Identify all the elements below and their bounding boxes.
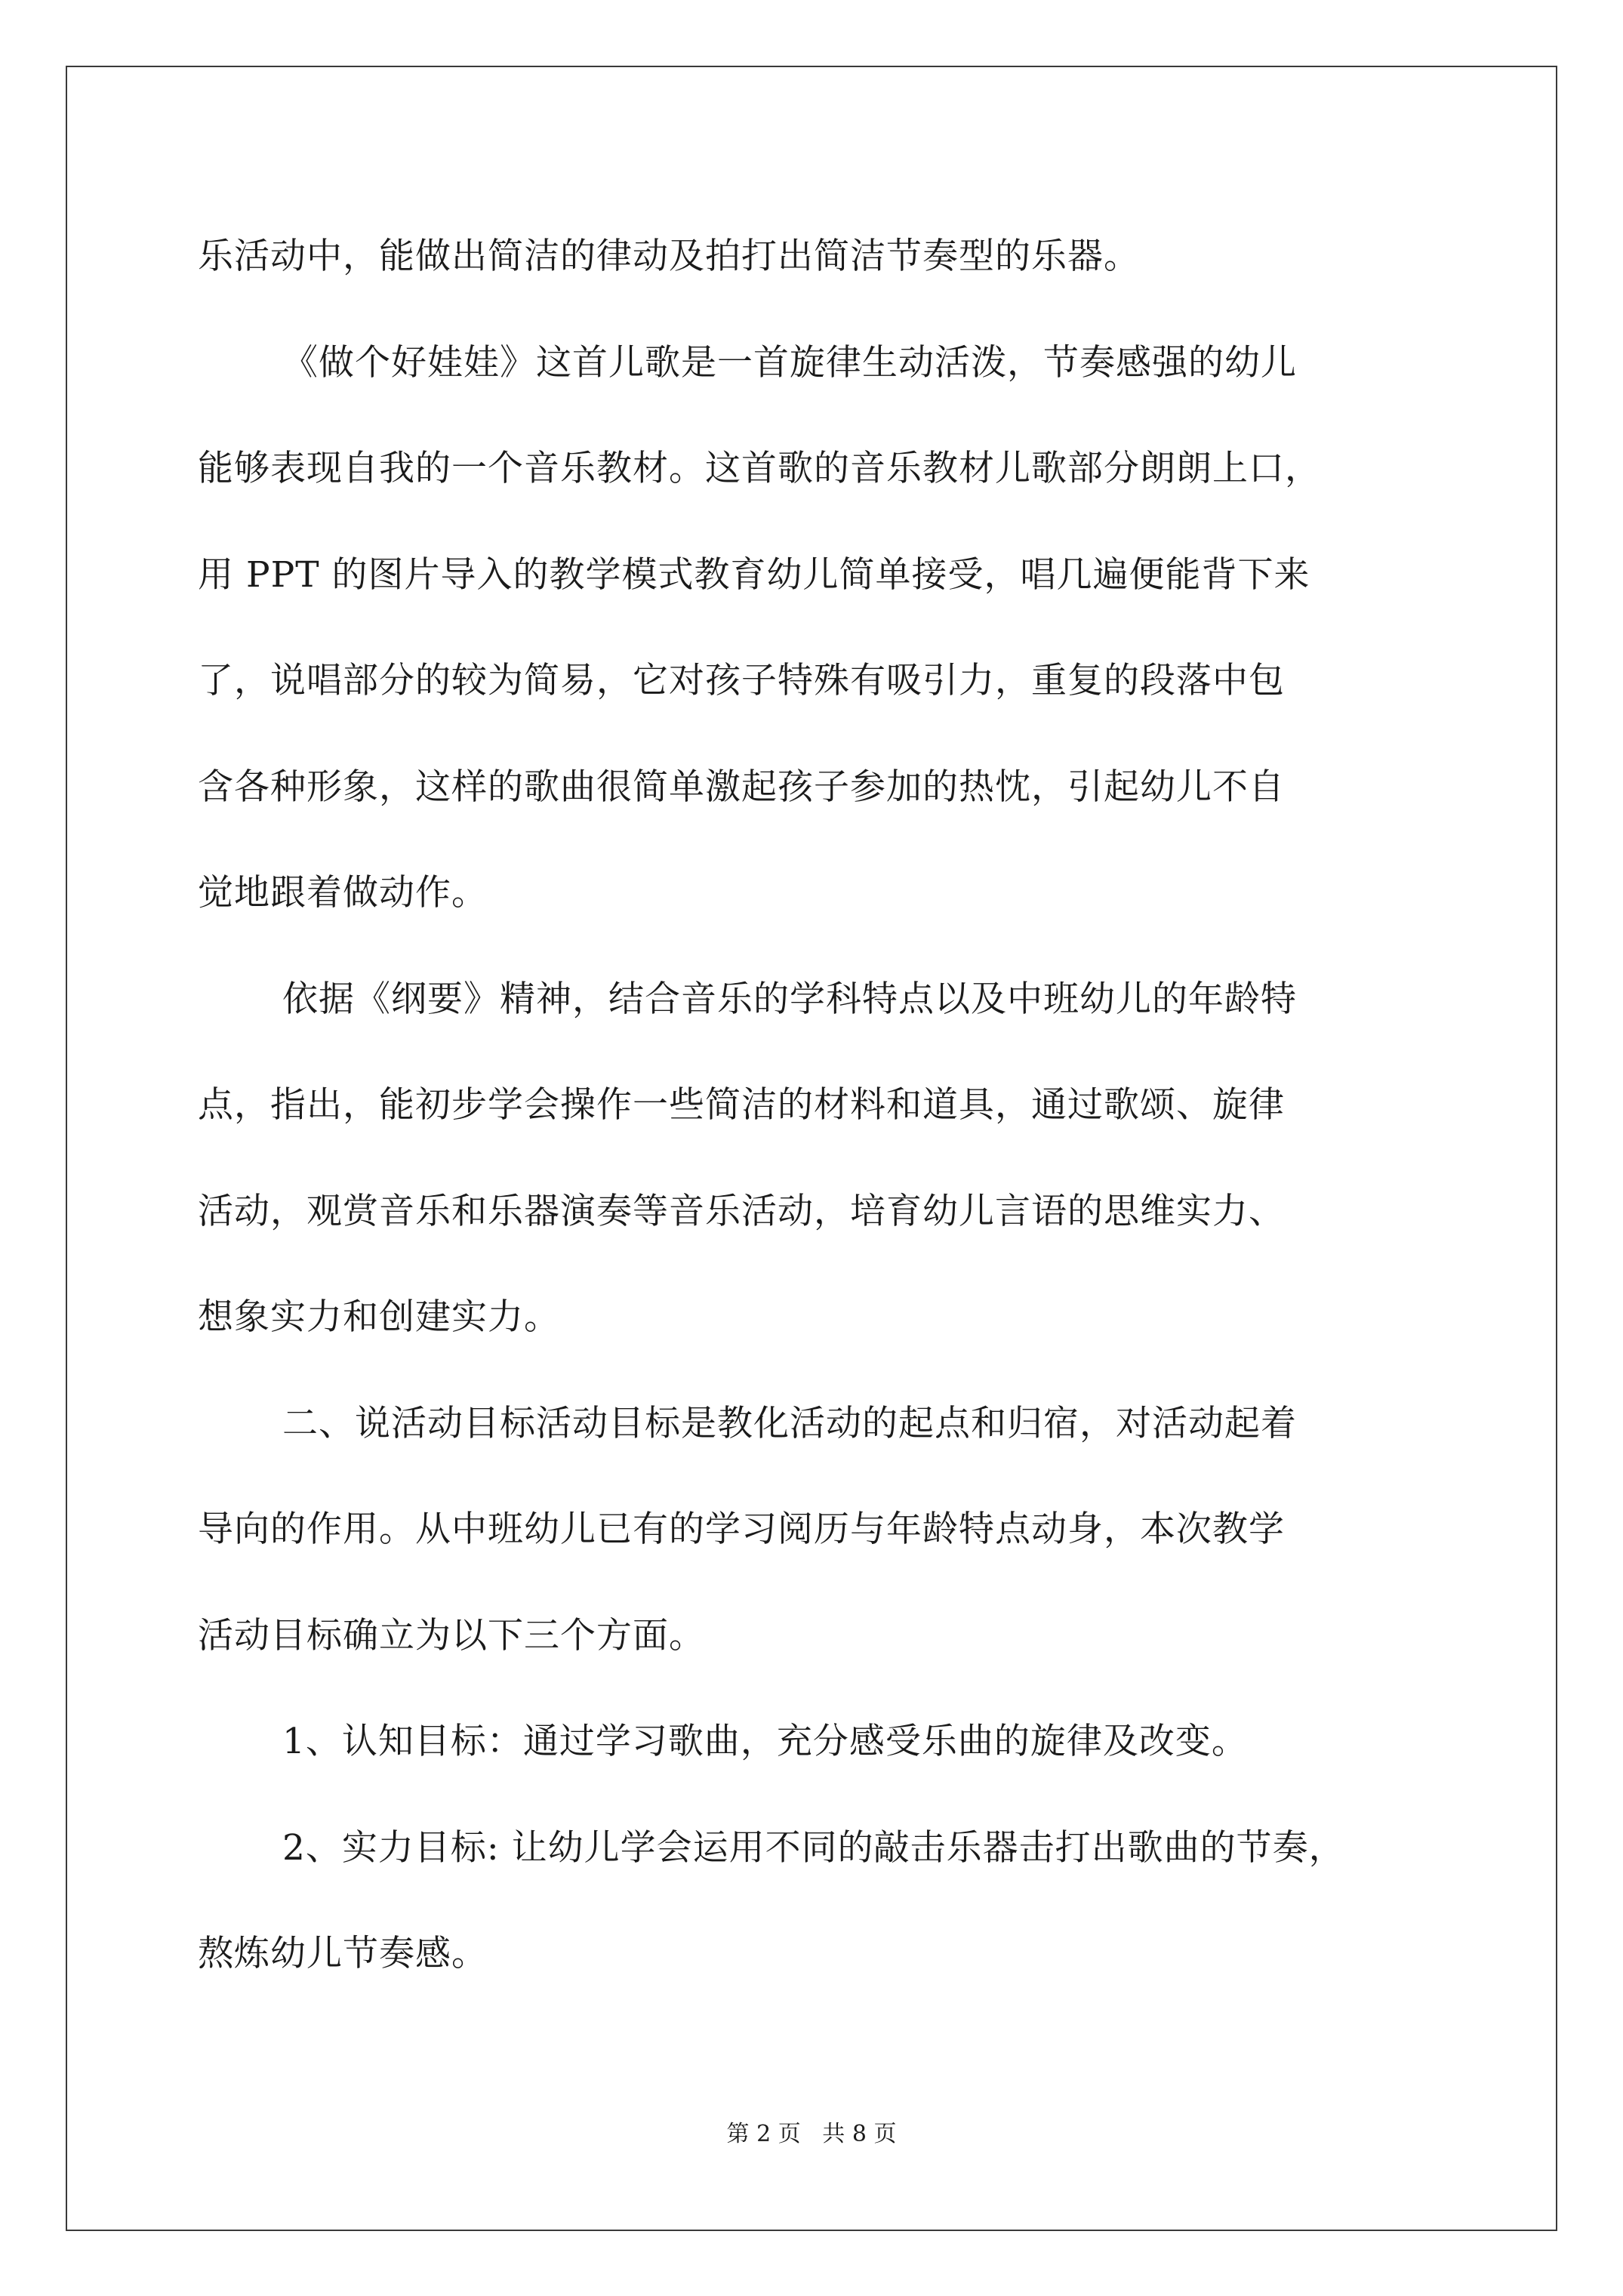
text-line: 二、说活动目标活动目标是教化活动的起点和归宿，对活动起着 xyxy=(282,1402,1297,1444)
text-line: 2、实力目标: 让幼儿学会运用不同的敲击乐器击打出歌曲的节奏， xyxy=(282,1826,1345,1869)
text-line: 乐活动中，能做出简洁的律动及拍打出简洁节奏型的乐器。 xyxy=(198,236,1140,277)
text-line: 用 PPT 的图片导入的教学模式教育幼儿简单接受，唱几遍便能背下来 xyxy=(198,553,1310,596)
text-line: 熬炼幼儿节奏感。 xyxy=(198,1933,488,1974)
text-line: 点，指出，能初步学会操作一些简洁的材料和道具，通过歌颂、旋律 xyxy=(198,1084,1285,1126)
text-line: 《做个好娃娃》这首儿歌是一首旋律生动活泼，节奏感强的幼儿 xyxy=(282,341,1297,384)
document-body xyxy=(198,204,1458,2008)
text-line: 想象实力和创建实力。 xyxy=(198,1296,560,1338)
page-footer: 第 2 页 共 8 页 xyxy=(726,2121,897,2147)
text-line: 觉地跟着做动作。 xyxy=(198,872,488,914)
text-line: 依据《纲要》精神，结合音乐的学科特点以及中班幼儿的年龄特 xyxy=(282,978,1297,1020)
text-line: 含各种形象，这样的歌曲很简单激起孩子参加的热忱，引起幼儿不自 xyxy=(198,766,1285,808)
text-line: 导向的作用。从中班幼儿已有的学习阅历与年龄特点动身，本次教学 xyxy=(198,1509,1285,1550)
text-line: 能够表现自我的一个音乐教材。这首歌的音乐教材儿歌部分朗朗上口， xyxy=(198,448,1321,489)
text-line: 1、认知目标：通过学习歌曲，充分感受乐曲的旋律及改变。 xyxy=(282,1721,1248,1762)
text-line: 活动，观赏音乐和乐器演奏等音乐活动，培育幼儿言语的思维实力、 xyxy=(198,1190,1285,1232)
text-line: 活动目标确立为以下三个方面。 xyxy=(198,1614,705,1657)
text-line: 了，说唱部分的较为简易，它对孩子特殊有吸引力，重复的段落中包 xyxy=(198,660,1285,701)
